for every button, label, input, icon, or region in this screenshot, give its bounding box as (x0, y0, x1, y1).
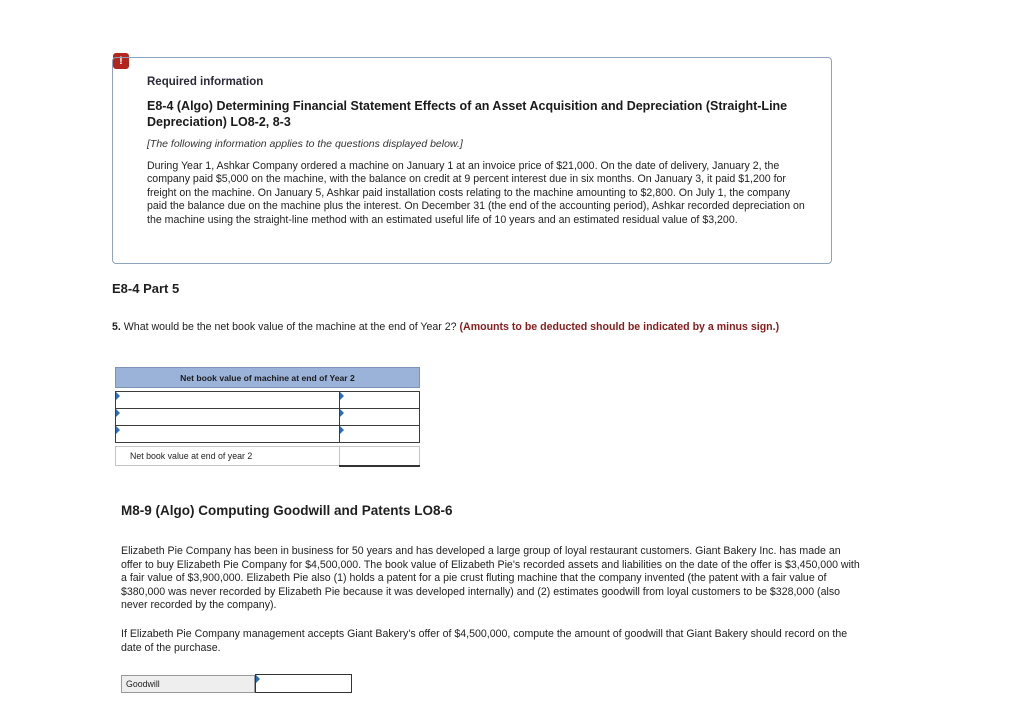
question-number: 5. (112, 321, 121, 333)
row-3-label-input[interactable] (116, 426, 340, 443)
table-row (116, 426, 420, 443)
m8-9-scenario: Elizabeth Pie Company has been in business for 50 years and has developed a large group of loyal restaurant customers. Giant Bakery Inc. has made an offer to buy Elizabeth Pie Company for $4,500,000. The book value of Elizabeth Pie's recorded assets and liabilities on the date of the offer is $3,450,000 with a fair value of $3,900,000. Elizabeth Pie also (1) holds a patent for a pie crust fluting machine that the company invented (the patent with a fair value of $380,000 was never recorded by Elizabeth Pie because it was developed internally) and (2) estimates goodwill from loyal customers to be $328,000 (also never recorded by the company). (121, 545, 860, 612)
alert-icon: ! (113, 53, 129, 69)
input-marker-icon (340, 426, 344, 434)
input-marker-icon (116, 426, 120, 434)
table-header: Net book value of machine at end of Year 2 (116, 368, 420, 388)
input-marker-icon (116, 392, 120, 400)
row-1-label-input[interactable] (116, 392, 340, 409)
input-marker-icon (256, 675, 260, 683)
question-text (112, 320, 842, 334)
table-row (116, 392, 420, 409)
goodwill-input[interactable] (255, 674, 352, 693)
input-marker-icon (340, 392, 344, 400)
goodwill-label: Goodwill (121, 675, 255, 693)
m8-9-title: M8-9 (Algo) Computing Goodwill and Patents LO8-6 (121, 503, 453, 518)
question-note: (Amounts to be deducted should be indicated by a minus sign.) (459, 321, 780, 333)
total-label: Net book value at end of year 2 (116, 447, 340, 466)
applies-note: [The following information applies to the questions displayed below.] (147, 138, 463, 150)
exercise-title: E8-4 (Algo) Determining Financial Statement Effects of an Asset Acquisition and Depreciation (Straight-Line Depreciation) LO8-2, 8-3 (147, 99, 788, 129)
row-1-amount-input[interactable] (340, 392, 420, 409)
input-marker-icon (116, 409, 120, 417)
row-3-amount-input[interactable] (340, 426, 420, 443)
table-row (116, 409, 420, 426)
required-information-panel (112, 57, 832, 264)
m8-9-question: If Elizabeth Pie Company management accepts Giant Bakery's offer of $4,500,000, compute the amount of goodwill that Giant Bakery should record on the date of the purchase. (121, 628, 848, 654)
required-information-label: Required information (147, 76, 264, 88)
scenario-text: During Year 1, Ashkar Company ordered a machine on January 1 at an invoice price of $21,000. On the date of delivery, January 2, the company paid $5,000 on the machine, with the balance on credit at 9 percent interest due in six months. On January 3, it paid $1,200 for freight on the machine. On January 5, Ashkar paid installation costs relating to the machine amounting to $2,800. On July 1, the company paid the balance due on the machine plus the interest. On December 31 (the end of the accounting period), Ashkar recorded depreciation on the machine using the straight-line method with an estimated useful life of 10 years and an estimated residual value of $3,200. (147, 160, 805, 226)
total-amount-input[interactable] (340, 447, 420, 466)
part-title: E8-4 Part 5 (112, 281, 180, 296)
net-book-value-table (115, 367, 420, 467)
total-row (116, 447, 420, 466)
question-body: What would be the net book value of the machine at the end of Year 2? (123, 321, 457, 333)
row-2-amount-input[interactable] (340, 409, 420, 426)
row-2-label-input[interactable] (116, 409, 340, 426)
input-marker-icon (340, 409, 344, 417)
